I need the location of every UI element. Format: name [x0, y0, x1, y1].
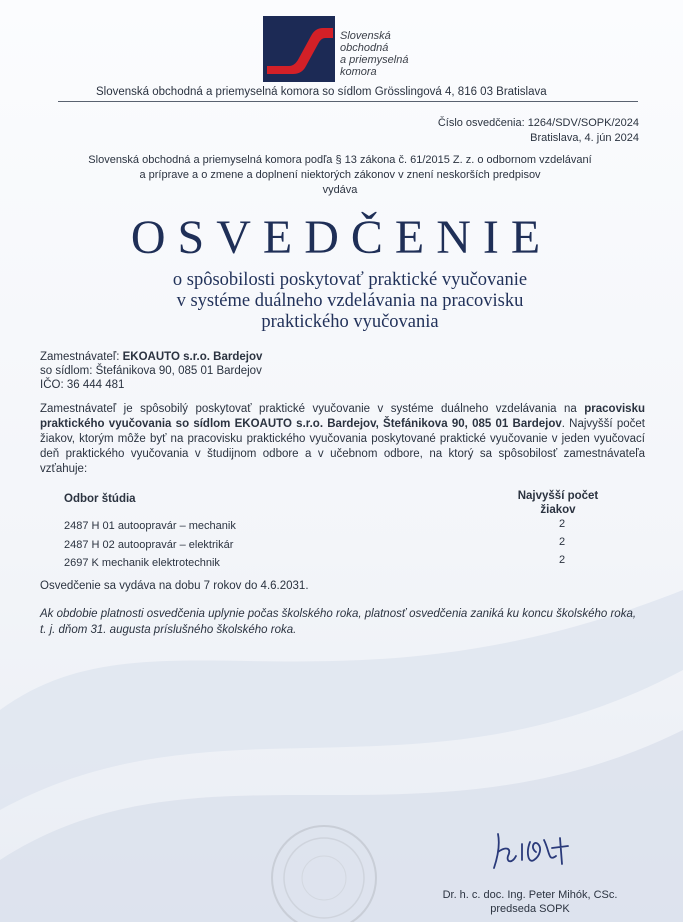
logo-line: a priemyselná: [340, 54, 409, 66]
logo-line: obchodná: [340, 42, 389, 54]
header-divider: [58, 101, 638, 102]
document-title: OSVEDČENIE: [130, 211, 553, 264]
table-row-max: 2: [558, 518, 566, 530]
subtitle-line: o spôsobilosti poskytovať praktické vyučovanie: [172, 270, 528, 290]
statement-workplace: pracovisku praktického vyučovania so sídlom EKOAUTO s.r.o. Bardejov, Štefánikova 90, 085 01 Bardejov: [40, 403, 645, 430]
signer-block: [420, 888, 640, 916]
table-header-max-line: Najvyšší počet: [517, 490, 599, 502]
table-row-study: 2697 K mechanik elektrotechnik: [64, 557, 220, 569]
sopk-logo-icon: [263, 16, 335, 82]
document-subtitle: [80, 270, 620, 333]
table-row-study: 2487 H 02 autoopravár – elektrikár: [64, 539, 234, 551]
intro-line: a príprave a o zmene a doplnení niektorých zákonov v znení neskorších predpisov: [139, 169, 541, 181]
logo-line: Slovenská: [340, 30, 391, 42]
certificate-number: Číslo osvedčenia: 1264/SDV/SOPK/2024: [437, 117, 639, 129]
employer-seat: so sídlom: Štefánikova 90, 085 01 Bardejov: [40, 365, 262, 377]
signer-name: Dr. h. c. doc. Ing. Peter Mihók, CSc.: [442, 889, 618, 901]
table-row-max: 2: [558, 536, 566, 548]
signer-role: predseda SOPK: [490, 903, 570, 915]
table-header-study: Odbor štúdia: [64, 493, 136, 505]
place-date: Bratislava, 4. jún 2024: [530, 132, 639, 144]
table-header-max: [508, 489, 608, 517]
employer-name: EKOAUTO s.r.o. Bardejov: [122, 351, 263, 363]
employer-block: [40, 350, 262, 392]
employer-ico: IČO: 36 444 481: [40, 379, 125, 391]
embossed-seal-icon: [268, 822, 380, 922]
subtitle-line: v systéme duálneho vzdelávania na pracovisku: [176, 291, 524, 311]
statement-part2: . Najvyšší počet žiakov, ktorým môže byť na pracovisku praktického vyučovania poskytované praktické vyučovanie v jeden vyučovací deň praktického vyučovania v študijnom odbore a v učebnom odbore, na ktorý sa spôsobilosť zamestnávateľa vzťahuje:: [40, 418, 645, 475]
intro-line: vydáva: [322, 184, 358, 196]
subtitle-line: praktického vyučovania: [261, 312, 439, 332]
chamber-address: Slovenská obchodná a priemyselná komora so sídlom Grösslingová 4, 816 03 Bratislava: [96, 86, 547, 98]
signature-icon: [486, 826, 586, 878]
statement-part1: Zamestnávateľ je spôsobilý poskytovať praktické vyučovanie v systéme duálneho vzdelávania na: [40, 403, 585, 415]
table-row-study: 2487 H 01 autoopravár – mechanik: [64, 520, 236, 532]
logo-line: komora: [340, 66, 377, 78]
validity-note: Ak obdobie platnosti osvedčenia uplynie počas školského roka, platnosť osvedčenia zaniká ku koncu školského roka, t. j. dňom 31. augusta príslušného školského roka.: [40, 608, 637, 636]
logo-text: [340, 30, 408, 78]
employer-label: Zamestnávateľ:: [40, 351, 120, 363]
intro-text: [40, 153, 640, 198]
employer-name-line: [40, 350, 262, 364]
table-row-max: 2: [558, 554, 566, 566]
intro-line: Slovenská obchodná a priemyselná komora podľa § 13 zákona č. 61/2015 Z. z. o odbornom vzdelávaní: [88, 154, 592, 166]
validity-text: Osvedčenie sa vydáva na dobu 7 rokov do 4.6.2031.: [40, 580, 309, 592]
table-header-max-line: žiakov: [540, 504, 576, 516]
statement-paragraph: [40, 402, 645, 477]
